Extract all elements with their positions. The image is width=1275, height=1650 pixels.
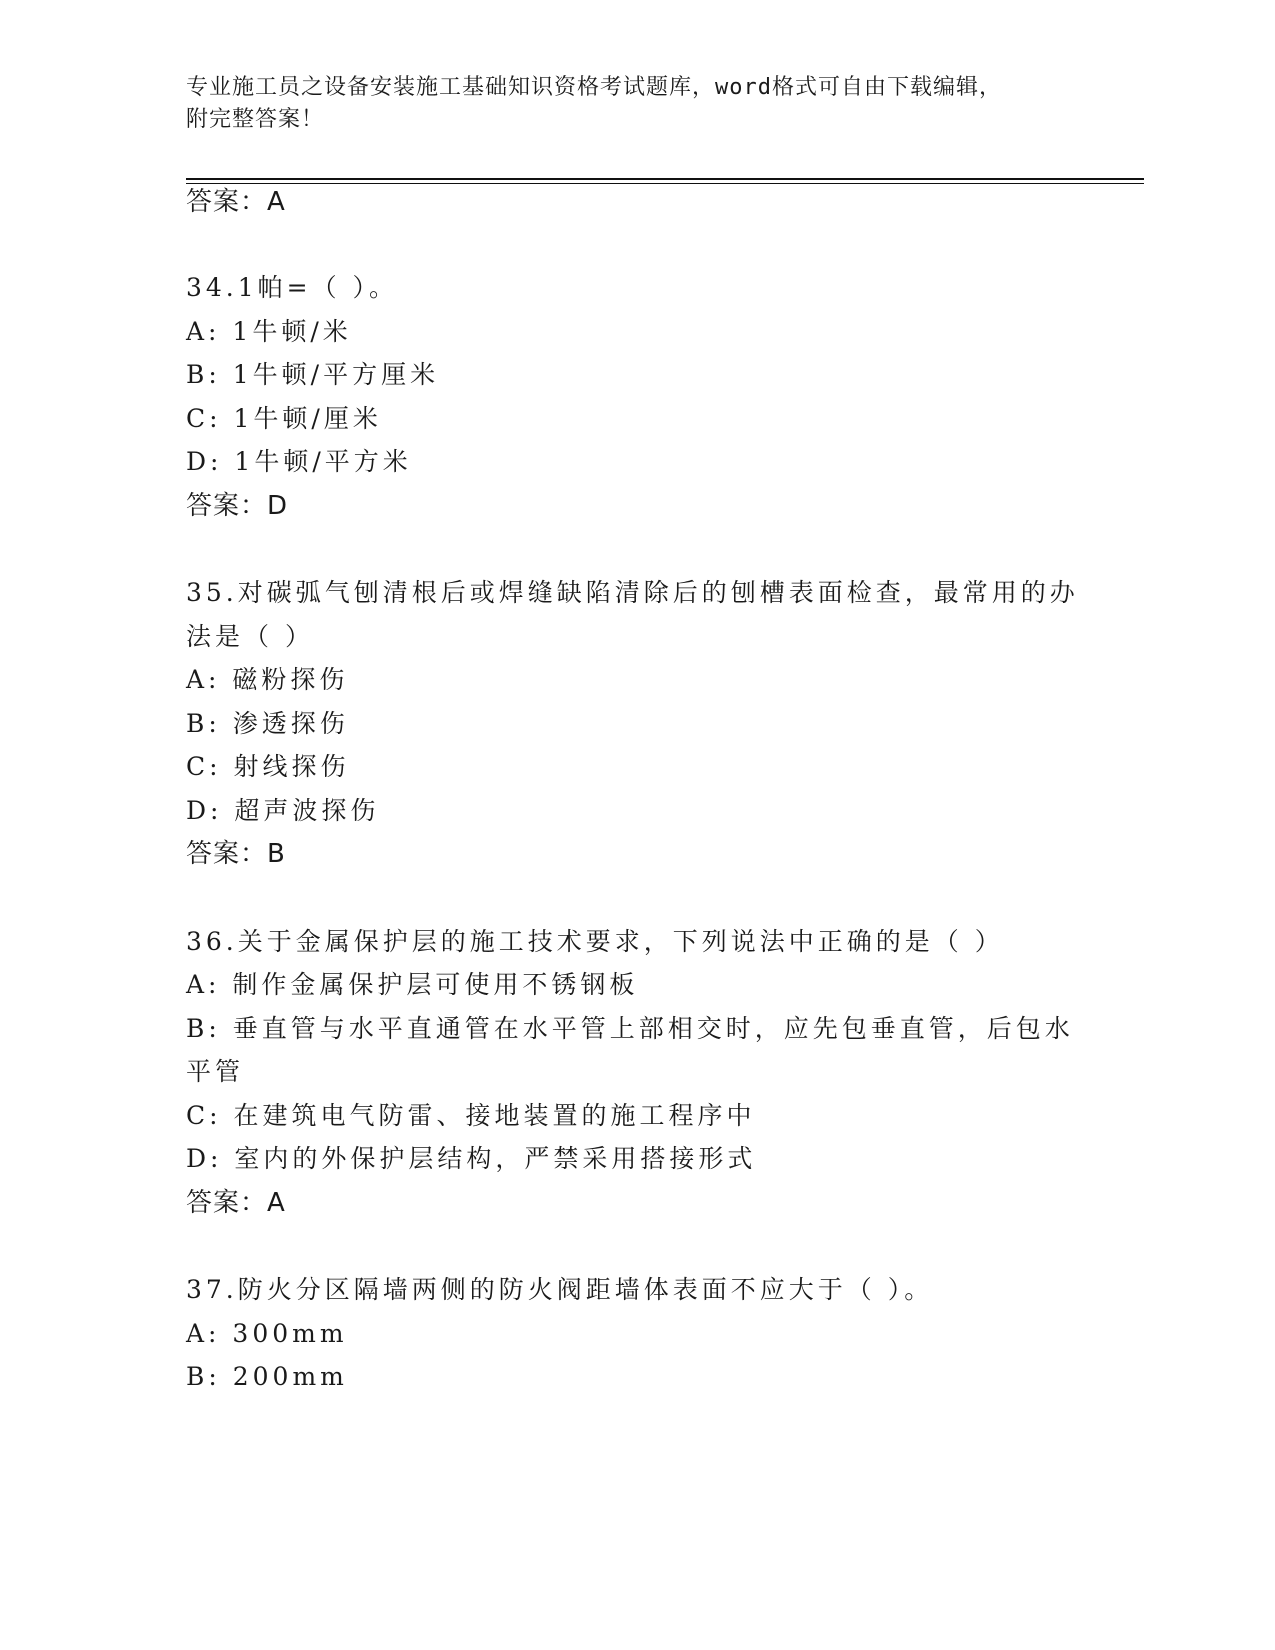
answer-q36: 答案：A xyxy=(186,1188,286,1218)
question-35-stem-line-1: 35.对碳弧气刨清根后或焊缝缺陷清除后的刨槽表面检查，最常用的办 xyxy=(186,578,1079,607)
question-37-option-b: B: 200mm xyxy=(186,1362,348,1391)
header-line-2: 附完整答案！ xyxy=(186,107,325,132)
header-line-1: 专业施工员之设备安装施工基础知识资格考试题库，word格式可自由下载编辑， xyxy=(186,75,1002,100)
question-35-option-d: D: 超声波探伤 xyxy=(186,796,380,825)
header-divider-thin xyxy=(186,183,1144,184)
document-header xyxy=(186,72,1086,136)
question-36-option-d: D: 室内的外保护层结构，严禁采用搭接形式 xyxy=(186,1144,757,1173)
question-37-option-a: A: 300mm xyxy=(186,1319,348,1348)
question-34-option-d: D: 1牛顿/平方米 xyxy=(186,447,412,476)
question-34-option-b: B: 1牛顿/平方厘米 xyxy=(186,360,440,389)
question-36-stem: 36.关于金属保护层的施工技术要求，下列说法中正确的是（ ） xyxy=(186,927,1004,956)
question-34-stem: 34.1帕=（ ）。 xyxy=(186,273,399,302)
question-36-option-b-line-1: B: 垂直管与水平直通管在水平管上部相交时，应先包垂直管，后包水 xyxy=(186,1014,1074,1043)
header-divider-thick xyxy=(186,178,1144,180)
question-36-option-b-line-2: 平管 xyxy=(186,1057,245,1086)
question-35-stem-line-2: 法是（ ） xyxy=(186,622,314,651)
question-36-option-c: C: 在建筑电气防雷、接地装置的施工程序中 xyxy=(186,1101,756,1130)
question-36-option-a: A: 制作金属保护层可使用不锈钢板 xyxy=(186,970,639,999)
question-35-option-b: B: 渗透探伤 xyxy=(186,709,349,738)
question-34-option-a: A: 1牛顿/米 xyxy=(186,317,352,346)
question-35-option-a: A: 磁粉探伤 xyxy=(186,665,349,694)
question-37-stem: 37.防火分区隔墙两侧的防火阀距墙体表面不应大于（ ）。 xyxy=(186,1275,934,1304)
question-35-option-c: C: 射线探伤 xyxy=(186,752,350,781)
question-34-option-c: C: 1牛顿/厘米 xyxy=(186,404,382,433)
answer-q34: 答案：D xyxy=(186,491,289,521)
answer-q35: 答案：B xyxy=(186,839,286,869)
answer-q33: 答案：A xyxy=(186,187,286,217)
